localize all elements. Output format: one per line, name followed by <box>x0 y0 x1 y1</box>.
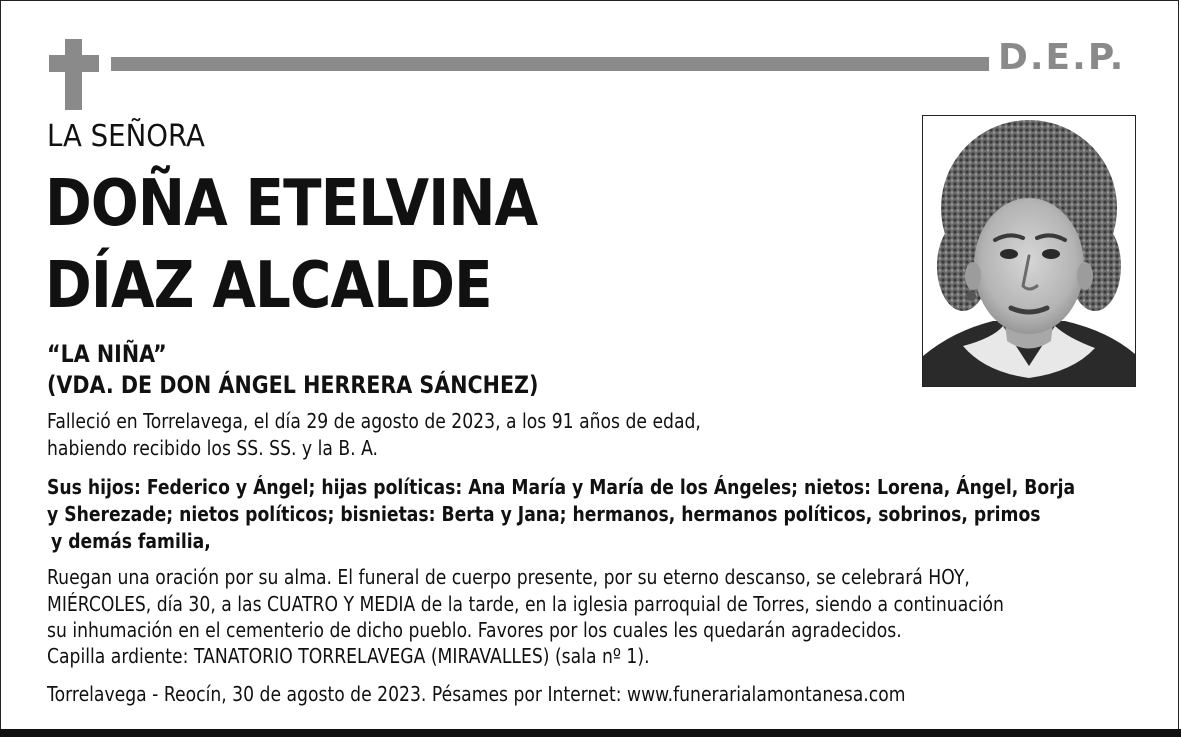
widow-of: (VDA. DE DON ÁNGEL HERRERA SÁNCHEZ) <box>47 371 539 399</box>
funeral-line-1: Ruegan una oración por su alma. El funeral de cuerpo presente, por su eterno descanso, se celebrará HOY, <box>47 565 970 589</box>
family-line-3: y demás familia, <box>51 529 211 553</box>
header-rule <box>111 57 989 71</box>
death-notice-line-1: Falleció en Torrelavega, el día 29 de agosto de 2023, a los 91 años de edad, <box>47 409 701 433</box>
footer-line: Torrelavega - Reocín, 30 de agosto de 2023. Pésames por Internet: www.funerarialamontanesa.com <box>47 682 906 706</box>
funeral-line-3: su inhumación en el cementerio de dicho pueblo. Favores por los cuales les quedarán agradecidos. <box>47 618 902 642</box>
honorific: LA SEÑORA <box>47 119 205 154</box>
funeral-line-2: MIÉRCOLES, día 30, a las CUATRO Y MEDIA de la tarde, en la iglesia parroquial de Torres, siendo a continuación <box>47 592 1004 616</box>
dep-label: D.E.P. <box>998 37 1126 78</box>
nickname: “LA NIÑA” <box>47 340 167 368</box>
family-line-2: y Sherezade; nietos políticos; bisnietas: Berta y Jana; hermanos, hermanos políticos, sobrinos, primos <box>47 502 1041 526</box>
funeral-line-4: Capilla ardiente: TANATORIO TORRELAVEGA (MIRAVALLES) (sala nº 1). <box>47 644 650 668</box>
family-line-1: Sus hijos: Federico y Ángel; hijas políticas: Ana María y María de los Ángeles; nietos: Lorena, Ángel, Borja <box>47 475 1076 499</box>
cross-icon-crossbar <box>49 55 99 72</box>
death-notice-line-2: habiendo recibido los SS. SS. y la B. A. <box>47 436 379 460</box>
deceased-name-line-1: DOÑA ETELVINA <box>45 167 538 241</box>
cross-icon <box>65 39 82 110</box>
portrait-photo <box>922 115 1136 387</box>
bottom-rule <box>0 729 1181 737</box>
deceased-name-line-2: DÍAZ ALCALDE <box>45 249 492 323</box>
